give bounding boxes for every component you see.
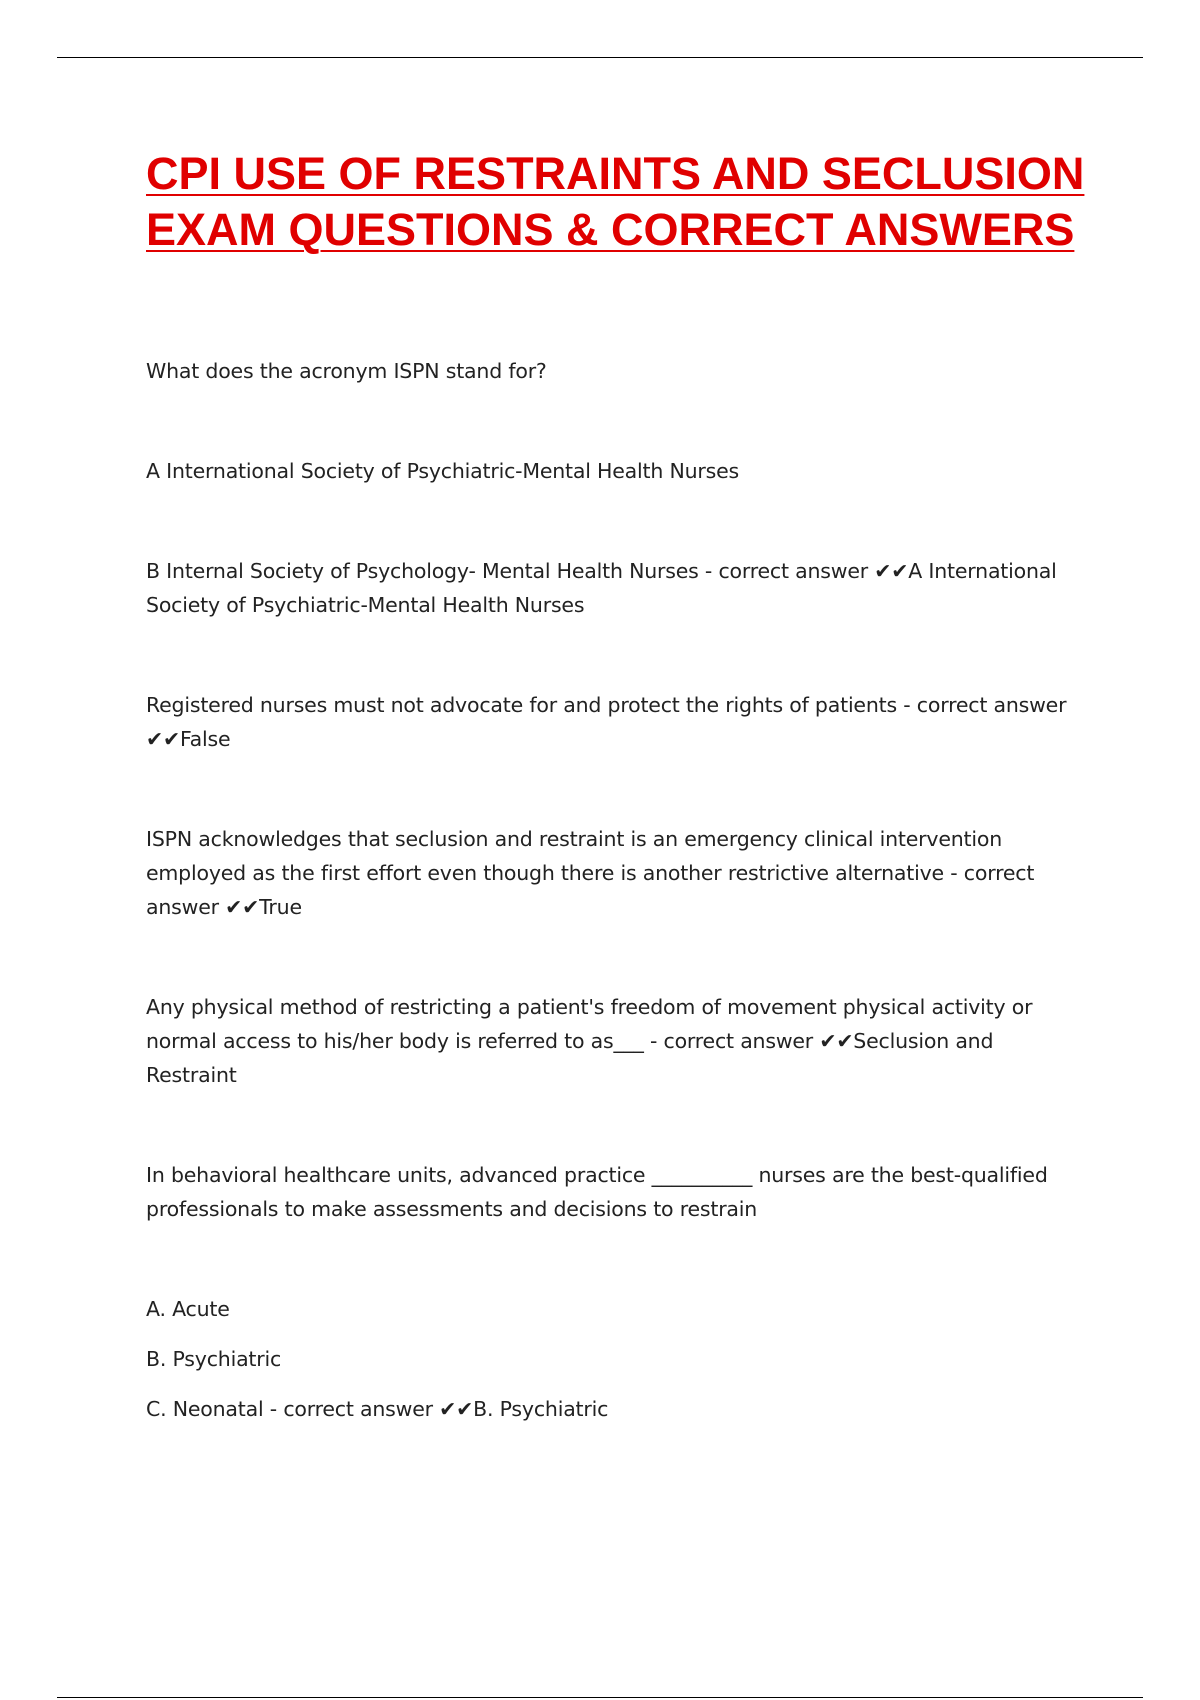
question-isp-acronym: What does the acronym ISPN stand for? — [146, 359, 547, 383]
option-neonatal-answer: C. Neonatal - correct answer ✔✔B. Psychiatric — [146, 1397, 609, 1421]
option-acute: A. Acute — [146, 1297, 230, 1321]
document-body — [146, 146, 1086, 1426]
document-title: CPI USE OF RESTRAINTS AND SECLUSION EXAM QUESTIONS & CORRECT ANSWERS — [146, 148, 1085, 255]
question-physical-method: Any physical method of restricting a patient's freedom of movement physical activity or normal access to his/her body is referred to as___ - correct answer ✔✔Seclusion and Restraint — [146, 995, 1033, 1087]
question-emergency-intervention: ISPN acknowledges that seclusion and restraint is an emergency clinical intervention employed as the first effort even though there is another restrictive alternative - correct answer ✔✔True — [146, 827, 1035, 919]
question-advocate-rights: Registered nurses must not advocate for and protect the rights of patients - correct answer ✔✔False — [146, 693, 1067, 751]
option-psychiatric: B. Psychiatric — [146, 1347, 282, 1371]
footer-rule — [57, 1697, 1143, 1698]
option-a: A International Society of Psychiatric-Mental Health Nurses — [146, 459, 740, 483]
option-b-answer: B Internal Society of Psychology- Mental Health Nurses - correct answer ✔✔A International Society of Psychiatric-Mental Health Nurses — [146, 559, 1057, 617]
question-advanced-practice: In behavioral healthcare units, advanced practice __________ nurses are the best-qualified professionals to make assessments and decisions to restrain — [146, 1163, 1048, 1221]
header-rule — [57, 57, 1143, 58]
